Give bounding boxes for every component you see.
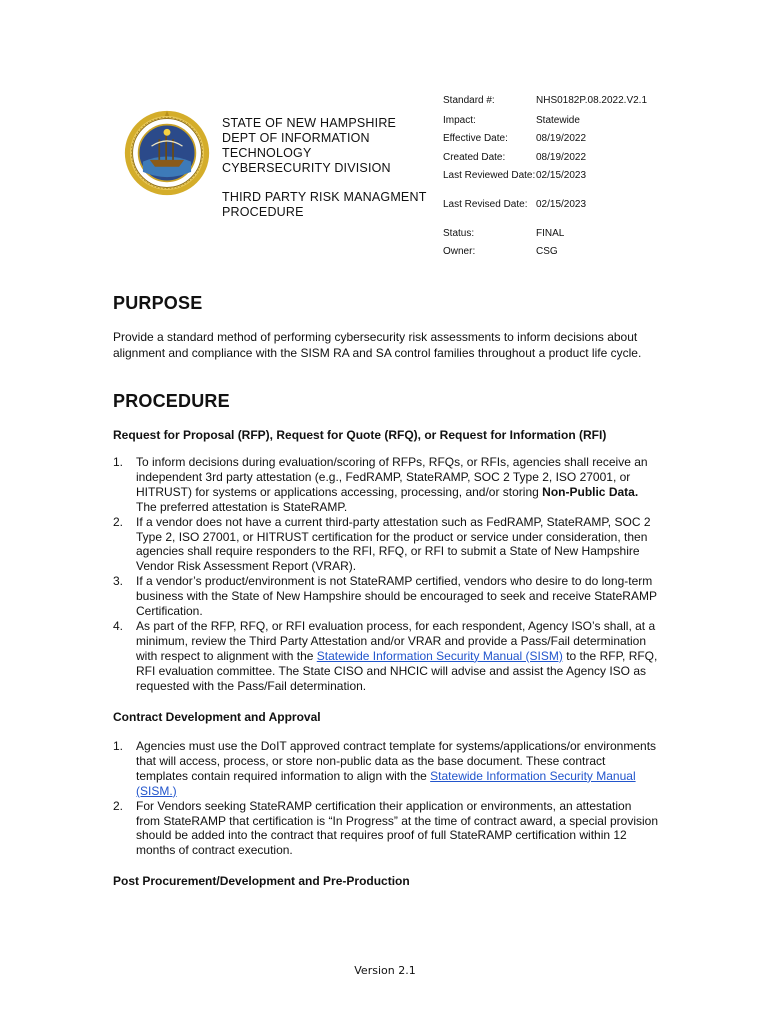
sism-link[interactable]: Statewide Information Security Manual (SISM.) [136, 768, 636, 798]
meta-value: FINAL [536, 228, 565, 239]
list-item [113, 739, 658, 799]
meta-row-status [443, 228, 673, 246]
list-text: If a vendor does not have a current third-party attestation such as FedRAMP, StateRAMP, SOC 2 Type 2, ISO 27001, or HITRUST certification for the product or service under consideration, then agencies shall require responders to the RFI, RFQ, or RFI to submit a State of New Hampshire Vendor Risk Assessment Report (VRAR). [136, 514, 651, 574]
list-number: 1. [113, 455, 124, 469]
purpose-heading: PURPOSE [113, 293, 203, 313]
meta-value: 02/15/2023 [536, 199, 587, 210]
list-number: 4. [113, 618, 124, 633]
list-item [113, 799, 658, 859]
list-text-part: As part of the RFP, RFQ, or RFI evaluation process, for each respondent, Agency ISO’s shall, at a minimum, review the Third Party Attestation and/or VRAR and provide a Pass/Fail determination with respect to alignment with the [136, 618, 656, 663]
meta-value: NHS0182P.08.2022.V2.1 [536, 95, 648, 106]
list-text-part: The preferred attestation is StateRAMP. [136, 499, 348, 514]
state-seal-icon [124, 110, 210, 196]
agency-line: DEPT OF INFORMATION [222, 131, 370, 145]
list-number: 1. [113, 739, 124, 753]
list-text-part: to the RFP, RFQ, RFI evaluation committee. The State CISO and NHCIC will advise and assist the Agency ISO as requested with the Pass/Fail determination. [136, 648, 658, 693]
meta-value: 08/19/2022 [536, 133, 587, 144]
meta-key: Impact: [443, 115, 476, 126]
meta-key: Status: [443, 228, 475, 239]
sism-link[interactable]: Statewide Information Security Manual (SISM) [316, 648, 563, 663]
list-item [113, 455, 658, 515]
meta-key: Last Reviewed Date: [443, 170, 536, 181]
purpose-text: Provide a standard method of performing cybersecurity risk assessments to inform decisions about alignment and compliance with the SISM RA and SA control families throughout a product life cycle. [113, 330, 642, 360]
meta-key: Owner: [443, 246, 476, 257]
meta-key: Effective Date: [443, 133, 508, 144]
rfp-list [113, 455, 658, 694]
list-item [113, 515, 658, 575]
list-text-bold: Non-Public Data. [542, 484, 639, 499]
document-title-line: THIRD PARTY RISK MANAGMENT [222, 190, 427, 204]
list-number: 3. [113, 574, 124, 589]
meta-row-created-date [443, 152, 673, 170]
list-number: 2. [113, 514, 124, 529]
procedure-heading: PROCEDURE [113, 391, 230, 411]
section-contract-title: Contract Development and Approval [113, 710, 321, 724]
agency-line: STATE OF NEW HAMPSHIRE [222, 116, 397, 130]
list-text: If a vendor’s product/environment is not StateRAMP certified, vendors who desire to do long-term business with the State of New Hampshire should be encouraged to seek and receive StateRAMP Certification. [136, 574, 657, 619]
meta-key: Last Revised Date: [443, 199, 528, 210]
meta-value: Statewide [536, 115, 580, 126]
section-post-procurement-title: Post Procurement/Development and Pre-Production [113, 874, 410, 888]
contract-list [113, 739, 658, 858]
meta-value: CSG [536, 246, 558, 257]
list-text-part: To inform decisions during evaluation/scoring of RFPs, RFQs, or RFIs, agencies shall receive an independent 3rd party attestation (e.g., FedRAMP, StateRAMP, SOC 2 Type 2, ISO 27001, or HITRUST) for systems or applications accessing, processing, and/or storing [136, 455, 648, 499]
meta-row-owner [443, 246, 673, 264]
meta-row-last-reviewed [443, 170, 673, 199]
meta-row-standard [443, 95, 673, 115]
list-text: For Vendors seeking StateRAMP certification their application or environments, an attestation from StateRAMP that certification is “In Progress” at the time of contract award, a special provision should be added into the contract that requires proof of full StateRAMP certification within 12 months of contract execution. [136, 798, 658, 858]
footer-version: Version 2.1 [354, 964, 416, 977]
meta-row-last-revised [443, 199, 673, 228]
document-title-line: PROCEDURE [222, 205, 304, 219]
agency-line: CYBERSECURITY DIVISION [222, 161, 391, 175]
agency-block [222, 116, 437, 220]
list-text [136, 739, 658, 799]
metadata-table [443, 95, 673, 264]
meta-row-impact [443, 115, 673, 133]
list-text [136, 619, 658, 694]
meta-key: Created Date: [443, 152, 506, 163]
list-item [113, 619, 658, 694]
meta-key: Standard #: [443, 95, 495, 106]
meta-value: 08/19/2022 [536, 152, 587, 163]
list-text [136, 455, 658, 515]
meta-row-effective-date [443, 133, 673, 152]
list-item [113, 574, 658, 619]
section-rfp-title: Request for Proposal (RFP), Request for Quote (RFQ), or Request for Information (RFI) [113, 428, 607, 442]
agency-line: TECHNOLOGY [222, 146, 312, 160]
meta-value: 02/15/2023 [536, 170, 587, 181]
list-number: 2. [113, 798, 124, 813]
list-text-part: Agencies must use the DoIT approved contract template for systems/applications/or environments that will access, process, or store non-public data as the base document. These contract templates contain required information to align with the [136, 739, 657, 783]
